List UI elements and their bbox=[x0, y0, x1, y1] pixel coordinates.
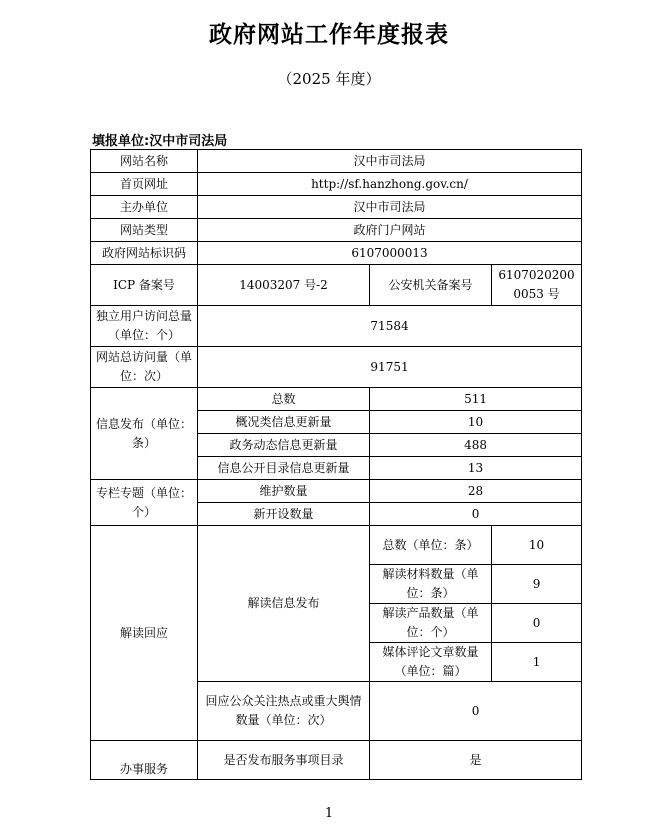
row-label: 独立用户访问总量（单位：个） bbox=[91, 306, 198, 347]
row-label: 网站总访问量（单位：次） bbox=[91, 347, 198, 388]
police-record-number: 61070202000053 号 bbox=[492, 265, 582, 306]
item-value: 10 bbox=[492, 526, 582, 565]
icp-number: 14003207 号-2 bbox=[198, 265, 370, 306]
row-label: 网站类型 bbox=[91, 219, 198, 242]
item-value: 是 bbox=[370, 741, 582, 780]
item-value: 0 bbox=[370, 503, 582, 526]
item-value: 28 bbox=[370, 480, 582, 503]
section-label: 办事服务 bbox=[91, 741, 198, 780]
row-value: 91751 bbox=[198, 347, 582, 388]
sub-section-label: 解读信息发布 bbox=[198, 526, 370, 682]
report-table bbox=[90, 149, 582, 780]
item-label: 是否发布服务事项目录 bbox=[198, 741, 370, 780]
table-row bbox=[91, 741, 582, 780]
item-label: 政务动态信息更新量 bbox=[198, 434, 370, 457]
report-year: （2025 年度） bbox=[277, 70, 381, 88]
item-label: 回应公众关注热点或重大舆情数量（单位：次） bbox=[198, 682, 370, 741]
item-label: 解读产品数量（单位：个） bbox=[370, 604, 492, 643]
item-value: 1 bbox=[492, 643, 582, 682]
homepage-url: http://sf.hanzhong.gov.cn/ bbox=[198, 173, 582, 196]
section-label: 信息发布（单位：条） bbox=[91, 388, 198, 480]
row-label: 主办单位 bbox=[91, 196, 198, 219]
table-row bbox=[91, 173, 582, 196]
item-value: 10 bbox=[370, 411, 582, 434]
item-label: 解读材料数量（单位：条） bbox=[370, 565, 492, 604]
item-value: 488 bbox=[370, 434, 582, 457]
reporting-unit: 填报单位:汉中市司法局 bbox=[92, 134, 228, 149]
item-label: 总数 bbox=[198, 388, 370, 411]
table-row bbox=[91, 265, 582, 306]
row-value: 政府门户网站 bbox=[198, 219, 582, 242]
item-value: 0 bbox=[370, 682, 582, 741]
row-value: 6107000013 bbox=[198, 242, 582, 265]
table-row bbox=[91, 480, 582, 503]
table-row bbox=[91, 388, 582, 411]
section-label: 专栏专题（单位：个） bbox=[91, 480, 198, 526]
row-label: 首页网址 bbox=[91, 173, 198, 196]
row-value: 71584 bbox=[198, 306, 582, 347]
page-number: 1 bbox=[324, 806, 334, 821]
table-row bbox=[91, 306, 582, 347]
item-label: 概况类信息更新量 bbox=[198, 411, 370, 434]
table-row bbox=[91, 219, 582, 242]
row-label: ICP 备案号 bbox=[91, 265, 198, 306]
item-label: 媒体评论文章数量（单位：篇） bbox=[370, 643, 492, 682]
item-label: 信息公开目录信息更新量 bbox=[198, 457, 370, 480]
item-value: 511 bbox=[370, 388, 582, 411]
row-label: 网站名称 bbox=[91, 150, 198, 173]
row-value: 汉中市司法局 bbox=[198, 150, 582, 173]
item-label: 维护数量 bbox=[198, 480, 370, 503]
police-record-label: 公安机关备案号 bbox=[370, 265, 492, 306]
item-label: 新开设数量 bbox=[198, 503, 370, 526]
table-row bbox=[91, 196, 582, 219]
item-value: 13 bbox=[370, 457, 582, 480]
item-label: 总数（单位：条） bbox=[370, 526, 492, 565]
item-value: 9 bbox=[492, 565, 582, 604]
item-value: 0 bbox=[492, 604, 582, 643]
table-row bbox=[91, 347, 582, 388]
table-row bbox=[91, 526, 582, 565]
table-row bbox=[91, 150, 582, 173]
section-label: 解读回应 bbox=[91, 526, 198, 741]
row-label: 政府网站标识码 bbox=[91, 242, 198, 265]
table-row bbox=[91, 242, 582, 265]
row-value: 汉中市司法局 bbox=[198, 196, 582, 219]
report-title: 政府网站工作年度报表 bbox=[209, 22, 449, 48]
